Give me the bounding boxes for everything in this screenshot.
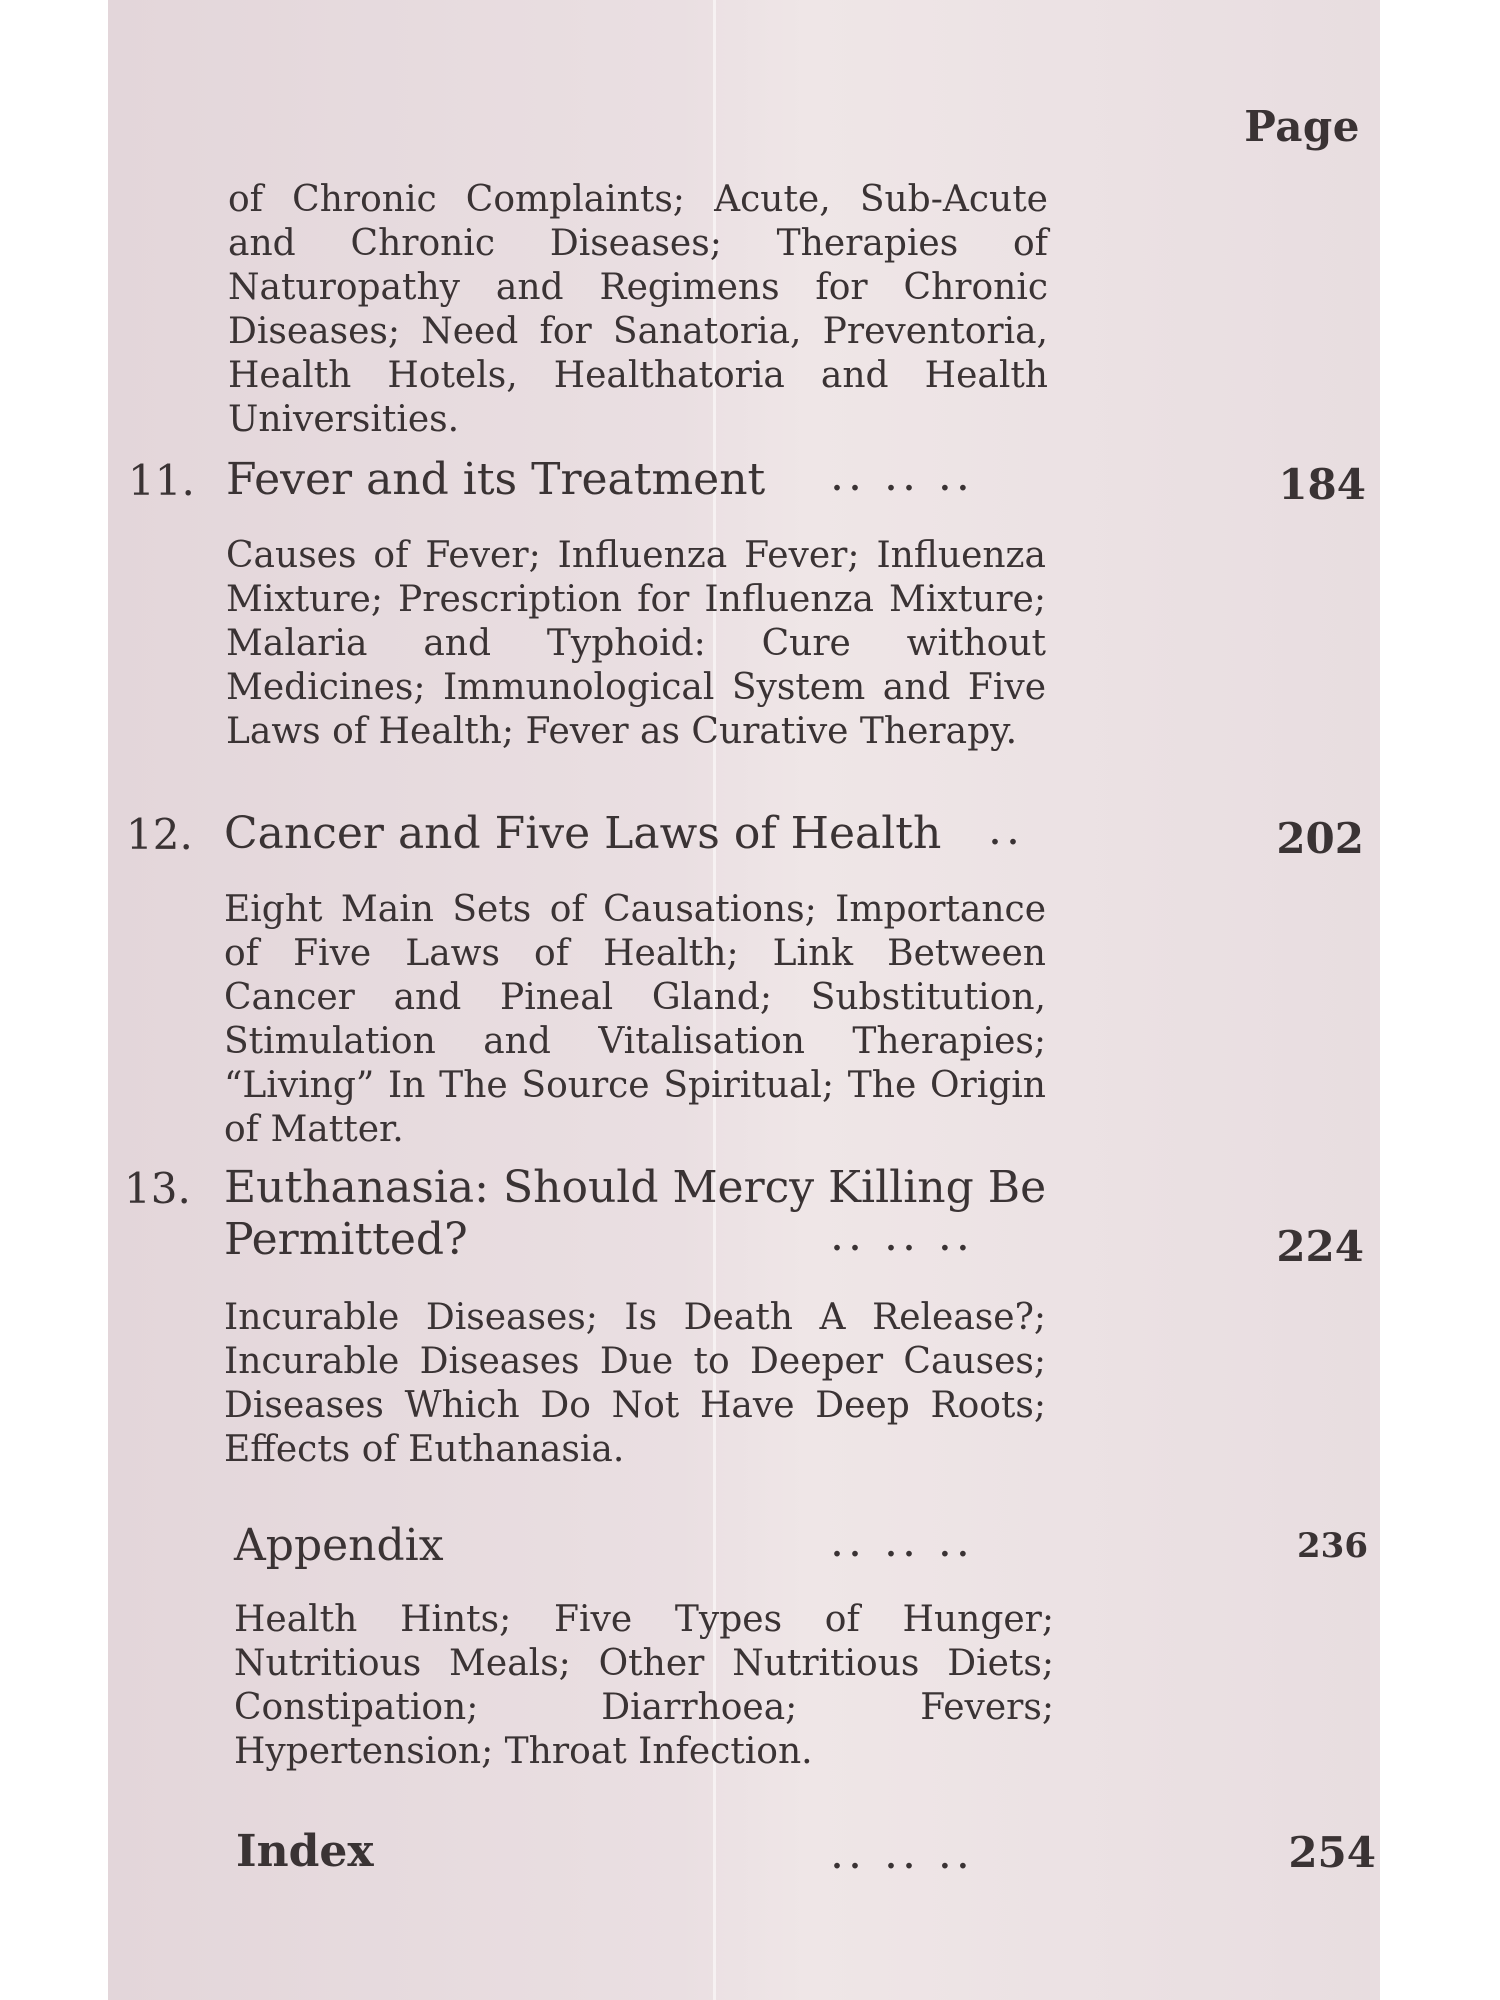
page-number: 254 [1288, 1828, 1376, 1877]
book-page [108, 0, 1380, 2000]
intro-paragraph: of Chronic Complaints; Acute, Sub-Acute and Chronic Diseases; Therapies of Naturopathy and Regimens for Chronic Diseases; Need for Sanatoria, Preventoria, Health Hotels, Healthatoria and Health Universities. [228, 179, 1048, 440]
chapter-number: 11. [128, 456, 195, 505]
page-column-header: Page [1244, 102, 1360, 151]
page-number: 236 [1297, 1526, 1368, 1566]
page-number: 224 [1276, 1222, 1364, 1271]
chapter-summary: Causes of Fever; Influenza Fever; Influenza Mixture; Prescription for Influenza Mixture; Malaria and Typhoid: Cure without Medicines; Immunological System and Five Laws of Health; Fever as Curative Therapy. [226, 535, 1046, 752]
index-title: Index [236, 1826, 374, 1877]
chapter-title-line-1: Euthanasia: Should Mercy Killing Be [224, 1162, 1047, 1213]
leader-dots: .. .. .. [830, 1828, 974, 1879]
chapter-number: 12. [126, 810, 193, 859]
leader-dots: .. .. .. [830, 1210, 974, 1261]
leader-dots: .. [988, 804, 1024, 855]
leader-dots: .. .. .. [830, 450, 974, 501]
chapter-summary: Incurable Diseases; Is Death A Release?; Incurable Diseases Due to Deeper Causes; Diseases Which Do Not Have Deep Roots; Effects of Euthanasia. [224, 1297, 1046, 1470]
appendix-summary: Health Hints; Five Types of Hunger; Nutritious Meals; Other Nutritious Diets; Constipation; Diarrhoea; Fevers; Hypertension; Throat Infection. [234, 1599, 1054, 1772]
leader-dots: .. .. .. [830, 1516, 974, 1567]
page-number: 184 [1278, 460, 1366, 509]
chapter-title-line-2: Permitted? [224, 1214, 468, 1265]
chapter-title: Cancer and Five Laws of Health [224, 808, 942, 859]
chapter-title: Fever and its Treatment [226, 454, 766, 505]
page-number: 202 [1276, 814, 1364, 863]
appendix-title: Appendix [234, 1520, 444, 1571]
chapter-summary: Eight Main Sets of Causations; Importance of Five Laws of Health; Link Between Cancer and Pineal Gland; Substitution, Stimulation and Vitalisation Therapies; “Living” In The Source Spiritual; The Origin of Matter. [224, 889, 1046, 1150]
chapter-number: 13. [124, 1164, 191, 1213]
